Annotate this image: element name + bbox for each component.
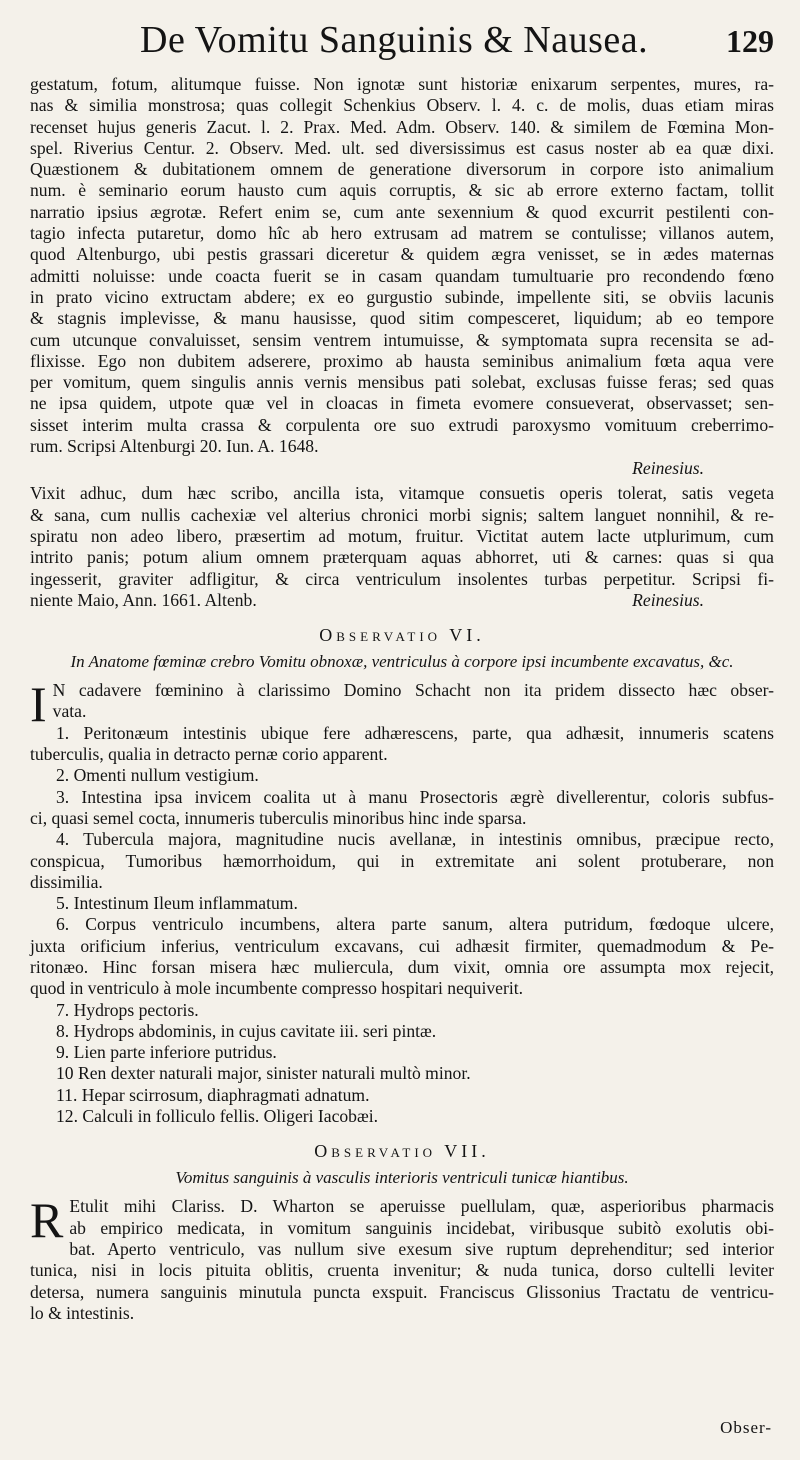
text-line: & sana, cum nullis cachexiæ vel alterius chronici morbi signis; saltem languet nonnihil, & re- xyxy=(30,504,774,525)
text-line: tagio infecta putaretur, domo hîc ab hero extrusam ad matrem se contulisse; villanos autem, xyxy=(30,223,774,244)
signature: Reinesius. xyxy=(632,589,704,610)
list-item: 7. Hydrops pectoris. xyxy=(56,999,199,1020)
list-item: 10 Ren dexter naturali major, sinister naturali multò minor. xyxy=(56,1063,471,1084)
list-item: 6. Corpus ventriculo incumbens, altera parte sanum, altera putridum, fœdoque ulcere, xyxy=(56,914,774,935)
text-line: per vomitum, quem singulis annis vernis mensibus pati solebat, exclusas fuisse feras; sed quas xyxy=(30,372,774,393)
text-line: bat. Aperto ventriculo, vas nullum sive exesum sive ruptum deprehenditur; sed interior xyxy=(69,1238,774,1259)
text-line: flixisse. Ego non dubitem adserere, proximo ab hausta seminibus animalium fœta aqua vere xyxy=(30,350,774,371)
list-item-continuation: juxta orificium inferius, ventriculum excavans, cui adhæsit firmiter, quemadmodum & Pe- xyxy=(30,935,774,956)
text-line: spel. Riverius Centur. 2. Observ. Med. ult. sed diversissimus est casus noster ab ea quæ dixi. xyxy=(30,137,774,158)
text-line: cum utcunque convaluisset, sensim ventrem intumuisse, & symptomata supra recensita se ad- xyxy=(30,329,774,350)
text-line: ab empirico medicata, in vomitum sanguinis incidebat, viribusque subitò exolutis obi- xyxy=(69,1217,774,1238)
text-line: vata. xyxy=(52,701,87,722)
list-item-continuation: conspicua, Tumoribus hæmorrhoidum, qui in extremitate ani solent protuberare, non xyxy=(30,850,774,871)
signature: Reinesius. xyxy=(632,458,704,479)
section-title: Observatio VII. xyxy=(314,1141,490,1162)
addendum-paragraph xyxy=(30,483,774,611)
list-item: 9. Lien parte inferiore putridus. xyxy=(56,1042,277,1063)
observation-7-paragraph xyxy=(30,1192,774,1324)
text-line: sisset interim multa crassa & corpulenta ore suo extrudi paroxysmo vomituum creberrimo- xyxy=(30,414,774,435)
text-line: & stagnis implevisse, & manu hausisse, quod sitim compesceret, liquidum; ab eo tempore xyxy=(30,308,774,329)
list-item: 8. Hydrops abdominis, in cujus cavitate iii. seri pintæ. xyxy=(56,1020,437,1041)
text-line: ne ipsa quidem, utpote quæ vel in cloacas in fimeta evomere consueverat, observasset; sen- xyxy=(30,393,774,414)
text-line: tunica, nisi in locis pituita oblitis, cruenta invenitur; & nuda tunica, dorso cultelli leviter xyxy=(30,1260,774,1281)
text-line: intrito panis; potum alium omnem præterquam aquas abhorret, uti & carnes: quas si qua xyxy=(30,547,774,568)
section-subtitle: Vomitus sanguinis à vasculis interioris ventriculi tunicæ hiantibus. xyxy=(175,1168,629,1188)
text-line: rum. Scripsi Altenburgi 20. Iun. A. 1648. xyxy=(30,436,319,457)
text-line: narratio ipsius ægrotæ. Refert enim se, cum ante sexennium & quod excurrit pestilenti con- xyxy=(30,201,774,222)
text-line: admitti noluisse: unde coacta fuerit se in casam quandam tumultuarie pro recondendo fœno xyxy=(30,265,774,286)
catchword: Obser- xyxy=(720,1418,772,1437)
intro-paragraph xyxy=(30,74,774,479)
text-line-content: niente Maio, Ann. 1661. Altenb. xyxy=(30,589,257,610)
text-line: Quæstionem & dubitationem omnem de generatione diversorum in corpore isto animalium xyxy=(30,159,774,180)
list-item-continuation: quod in ventriculo à mole incumbente compresso hospitari nequiverit. xyxy=(30,978,523,999)
section-title: Observatio VI. xyxy=(319,625,485,646)
list-item-continuation: dissimilia. xyxy=(30,871,103,892)
page-header xyxy=(30,18,774,74)
list-item-continuation: ritonæo. Hinc forsan misera hæc muliercula, dum vixit, omnia ore assumpta mox rejecit, xyxy=(30,956,774,977)
text-line: gestatum, fotum, alitumque fuisse. Non ignotæ sunt historiæ enixarum serpentes, mures, ra- xyxy=(30,74,774,94)
text-line xyxy=(30,590,774,611)
text-line: nas & similia monstrosa; quas collegit Schenkius Observ. l. 4. c. de molis, duas etiam miras xyxy=(30,95,774,116)
running-title: De Vomitu Sanguinis & Nausea. xyxy=(140,19,649,61)
text-line: quod Altenburgo, ubi pestis grassari diceretur & quidem ægra venisset, se in ædes maternas xyxy=(30,244,774,265)
list-item: 2. Omenti nullum vestigium. xyxy=(56,765,259,786)
text-line: in prato vicino extructam abdere; ex eo gurgustio subinde, impellente siti, se obviis lacunis xyxy=(30,286,774,307)
text-line: Vixit adhuc, dum hæc scribo, ancilla ista, vitamque consuetis operis tolerat, satis vegeta xyxy=(30,483,774,504)
text-line: lo & intestinis. xyxy=(30,1302,135,1323)
text-line: detersa, numera sanguinis minutula puncta exspuit. Franciscus Glissonius Tractatu de ventricu- xyxy=(30,1281,774,1302)
list-item: 11. Hepar scirrosum, diaphragmati adnatum. xyxy=(56,1084,370,1105)
page-number: 129 xyxy=(726,23,774,59)
list-item: 5. Intestinum Ileum inflammatum. xyxy=(56,893,298,914)
text-line: N cadavere fœminino à clarissimo Domino Schacht non ita pridem dissecto hæc obser- xyxy=(52,680,774,701)
list-item: 1. Peritonæum intestinis ubique fere adhærescens, parte, qua adhæsit, innumeris scatens xyxy=(56,722,774,743)
list-item: 4. Tubercula majora, magnitudine nucis avellanæ, in intestinis omnibus, præcipue recto, xyxy=(56,829,774,850)
list-item: 3. Intestina ipsa invicem coalita ut à manu Prosectoris ægrè divellerentur, coloris subfus- xyxy=(56,786,774,807)
list-item-continuation: tuberculis, qualia in detracto pernæ corio apparent. xyxy=(30,744,388,765)
list-item: 12. Calculi in folliculo fellis. Oligeri Iacobæi. xyxy=(56,1106,378,1127)
text-line: num. è seminario eorum hausto cum aquis corruptis, & sic ab errore externo factam, tollit xyxy=(30,180,774,201)
observation-6-list xyxy=(30,723,774,1128)
drop-cap: I xyxy=(30,676,47,733)
text-line: spiratu non adeo libero, præsertim ad motum, fruitur. Victitat autem lacte utplurimum, cum xyxy=(30,525,774,546)
list-item-continuation: ci, quasi semel cocta, innumeris tuberculis minoribus hinc inde sparsa. xyxy=(30,807,527,828)
drop-cap: R xyxy=(30,1192,64,1249)
text-line: recenset hujus generis Zacut. l. 2. Prax. Med. Adm. Observ. 140. & similem de Fœmina Mon- xyxy=(30,116,774,137)
text-line: Etulit mihi Clariss. D. Wharton se aperuisse puellulam, quæ, asperioribus pharmacis xyxy=(69,1196,774,1217)
section-subtitle: In Anatome fœminæ crebro Vomitu obnoxæ, ventriculus à corpore ipsi incumbente excavatus, &c. xyxy=(70,652,734,672)
text-line: ingesserit, graviter adfligitur, & circa ventriculum insolentes turbas perpetitur. Scripsi fi- xyxy=(30,568,774,589)
